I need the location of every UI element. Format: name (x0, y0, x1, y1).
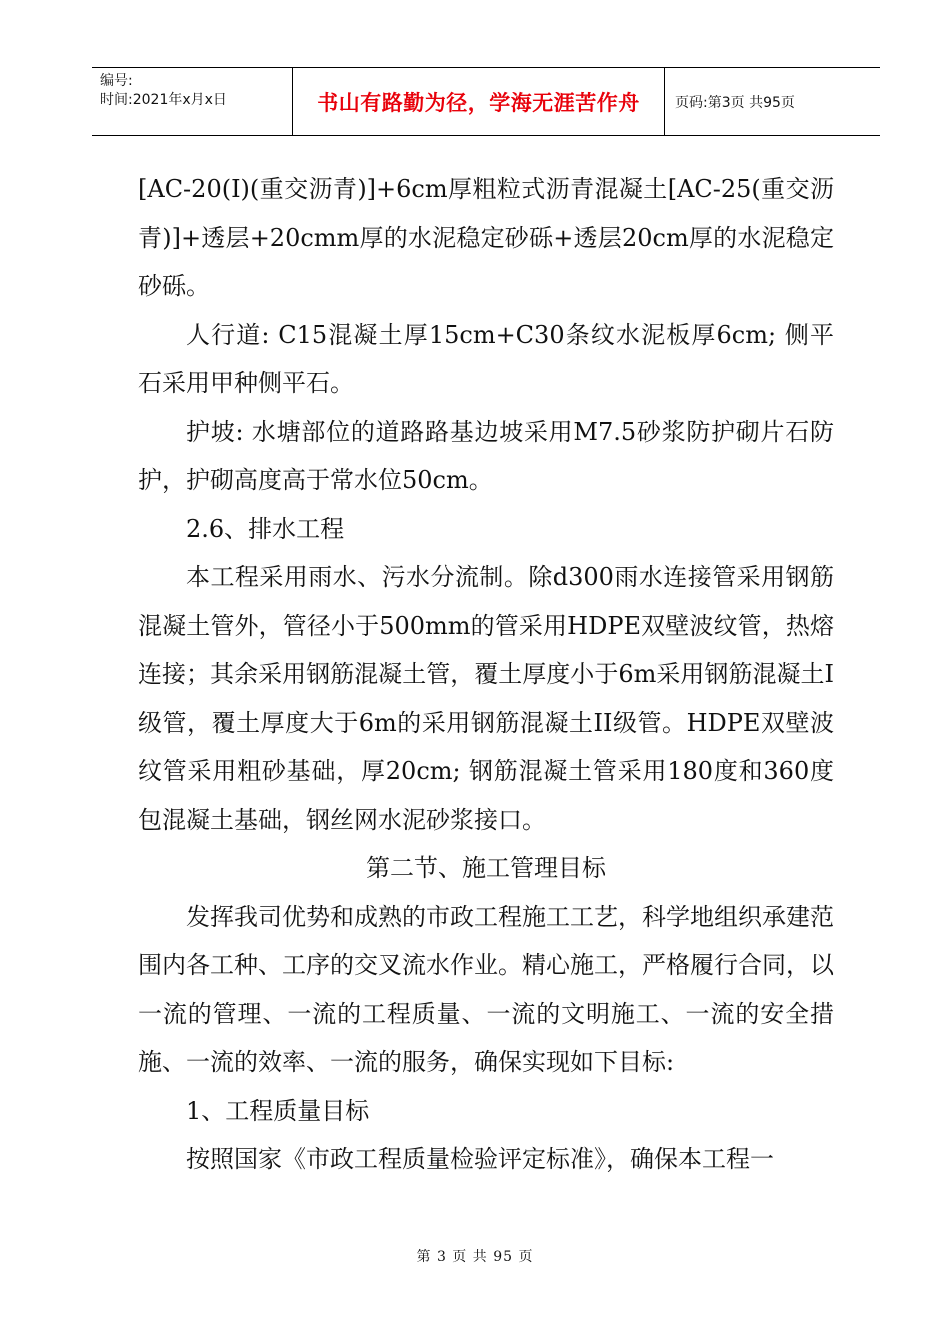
paragraph: [AC-20(I)(重交沥青)]+6cm厚粗粒式沥青混凝土[AC-25(重交沥青)]+透层+20cmm厚的水泥稳定砂砾+透层20cm厚的水泥稳定砂砾。 (138, 175, 834, 300)
header-meta (92, 68, 293, 135)
header-motto: 书山有路勤为径，学海无涯苦作舟 (293, 68, 665, 135)
chapter-heading: 第二节、施工管理目标 (366, 854, 606, 882)
paragraph: 人行道: C15混凝土厚15cm+C30条纹水泥板厚6cm; 侧平石采用甲种侧平石。 (138, 320, 834, 397)
paragraph: 护坡: 水塘部位的道路路基边坡采用M7.5砂浆防护砌片石防护，护砌高度高于常水位50cm。 (138, 417, 834, 494)
page-header (92, 67, 880, 136)
document-number-label: 编号: (100, 73, 133, 89)
paragraph: 发挥我司优势和成熟的市政工程施工工艺，科学地组织承建范围内各工种、工序的交叉流水作业。精心施工，严格履行合同，以一流的管理、一流的工程质量、一流的文明施工、一流的安全措施、一流的效率、一流的服务，确保实现如下目标: (138, 902, 834, 1076)
document-time-label: 时间:2021年x月x日 (100, 92, 227, 108)
paragraph: 本工程采用雨水、污水分流制。除d300雨水连接管采用钢筋混凝土管外，管径小于500mm的管采用HDPE双壁波纹管，热熔连接；其余采用钢筋混凝土管，覆土厚度小于6m采用钢筋混凝土I级管，覆土厚度大于6m的采用钢筋混凝土II级管。HDPE双壁波纹管采用粗砂基础，厚20cm; 钢筋混凝土管采用180度和360度包混凝土基础，钢丝网水泥砂浆接口。 (138, 563, 834, 834)
section-heading: 1、工程质量目标 (186, 1096, 370, 1125)
section-heading: 2.6、排水工程 (186, 514, 345, 543)
page-footer: 第 3 页 共 95 页 (416, 1249, 534, 1265)
header-page-info: 页码:第3页 共95页 (675, 94, 795, 111)
paragraph: 按照国家《市政工程质量检验评定标准》，确保本工程一 (186, 1145, 774, 1173)
document-body (138, 165, 834, 1184)
